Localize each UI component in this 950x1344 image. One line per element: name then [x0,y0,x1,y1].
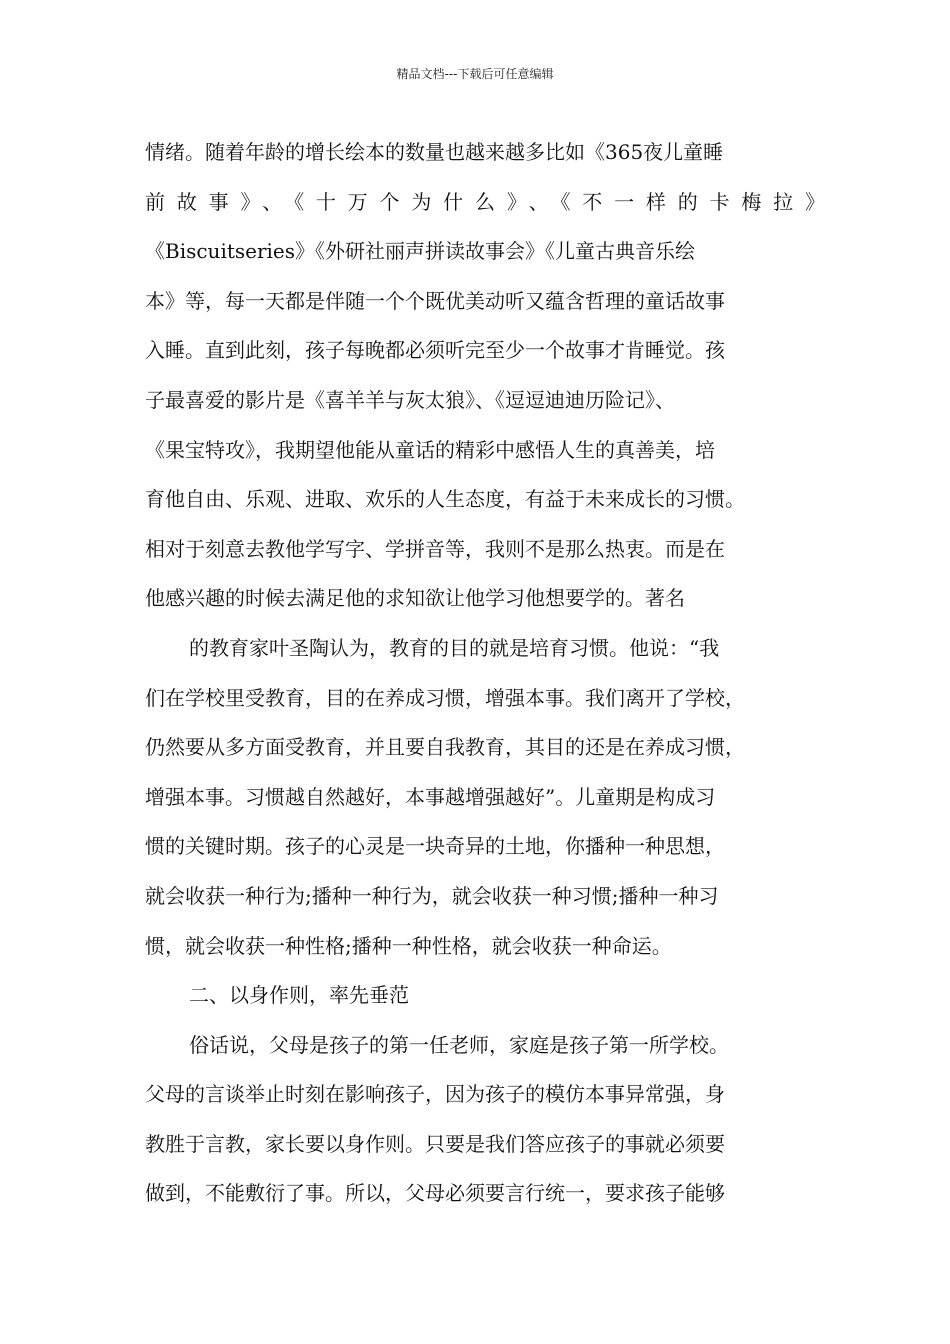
text-line: 本》等，每一天都是伴随一个个既优美动听又蕴含哲理的童话故事 [145,288,725,313]
section-heading: 二、以身作则，率先垂范 [189,983,409,1008]
text-line: 惯，就会收获一种性格;播种一种性格，就会收获一种命运。 [145,933,672,958]
text-line: 仍然要从多方面受教育，并且要自我教育，其目的还是在养成习惯， [145,735,745,760]
text-line: 育他自由、乐观、进取、欢乐的人生态度，有益于未来成长的习惯。 [145,487,745,512]
text-line: 们在学校里受教育，目的在养成习惯，增强本事。我们离开了学校， [145,685,745,710]
text-line: 父母的言谈举止时刻在影响孩子，因为孩子的模仿本事异常强，身 [145,1082,725,1107]
text-line: 他感兴趣的时候去满足他的求知欲让他学习他想要学的。著名 [145,586,685,611]
page-header: 精品文档---下载后可任意编辑 [396,67,554,81]
text-line: 教胜于言教，家长要以身作则。只要是我们答应孩子的事就必须要 [145,1131,725,1156]
text-line: 相对于刻意去教他学写字、学拼音等，我则不是那么热衷。而是在 [145,536,725,561]
text-line: 《果宝特攻》，我期望他能从童话的精彩中感悟人生的真善美，培 [145,437,715,462]
text-line: 就会收获一种行为;播种一种行为，就会收获一种习惯;播种一种习 [145,883,719,908]
text-line: 《Biscuitseries》《外研社丽声拼读故事会》《儿童古典音乐绘 [145,239,696,264]
text-line: 惯的关键时期。孩子的心灵是一块奇异的土地，你播种一种思想， [145,834,725,859]
text-line: 子最喜爱的影片是《喜羊羊与灰太狼》、《逗逗迪迪历险记》、 [145,387,675,412]
paragraph-start-line: 俗话说，父母是孩子的第一任老师，家庭是孩子第一所学校。 [189,1032,729,1057]
text-line: 入睡。直到此刻，孩子每晚都必须听完至少一个故事才肯睡觉。孩 [145,338,725,363]
paragraph-start-line: 的教育家叶圣陶认为，教育的目的就是培育习惯。他说：“我 [189,635,720,660]
text-line: 情绪。随着年龄的增长绘本的数量也越来越多比如《365夜儿童睡 [145,140,724,164]
text-line: 前故事》、《十万个为什么》、《不一样的卡梅拉》 [145,189,825,214]
text-line: 做到，不能敷衍了事。所以，父母必须要言行统一，要求孩子能够 [145,1181,725,1206]
document-body [145,128,825,1219]
text-line: 增强本事。习惯越自然越好，本事越增强越好”。儿童期是构成习 [145,784,716,809]
